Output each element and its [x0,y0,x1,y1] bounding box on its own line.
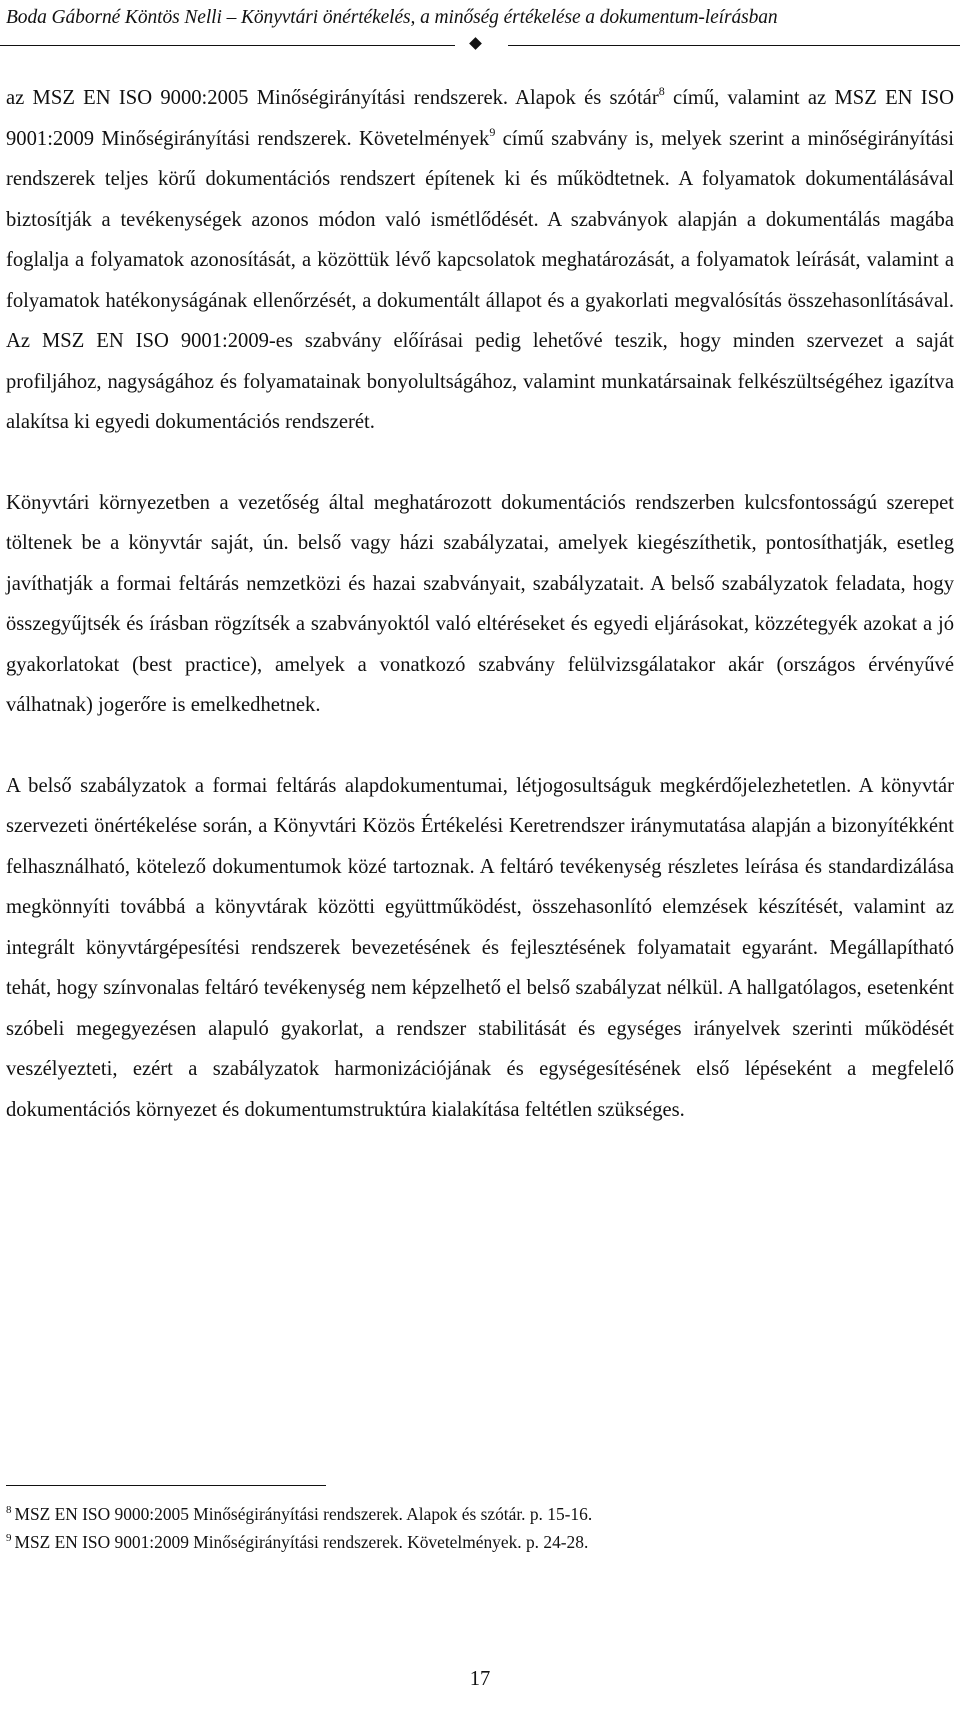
footnote-text: MSZ EN ISO 9000:2005 Minőségirányítási rendszerek. Alapok és szótár. p. 15-16. [14,1504,593,1524]
footnote-8 [6,1500,954,1528]
footnotes [6,1500,954,1556]
diamond-icon [470,38,482,50]
paragraph-3: A belső szabályzatok a formai feltárás alapdokumentumai, létjogosultságuk megkérdőjelezhetetlen. A könyvtár szervezeti önértékelése során, a Könyvtári Közös Értékelési Keretrendszer iránymutatása alapján a bizonyítékként felhasználható, kötelező dokumentumok közé tartoznak. A feltáró tevékenység részletes leírása és standardizálása megkönnyíti továbbá a könyvtárak közötti együttműködést, összehasonlító elemzések készítését, valamint az integrált könyvtárgépesítési rendszerek bevezetésének és fejlesztésének folyamatait egyaránt. Megállapítható tehát, hogy színvonalas feltáró tevékenység nem képzelhető el belső szabályzat nélkül. A hallgatólagos, esetenként szóbeli megegyezésen alapuló gyakorlat, a rendszer stabilitását és egységes irányelvek szerinti működését veszélyezteti, ezért a szabályzatok harmonizációjának és egységesítésének első lépéseként a megfelelő dokumentációs környezet és dokumentumstruktúra kialakítása feltétlen szükséges. [6,774,954,1121]
footnote-mark: 9 [6,1532,12,1544]
paragraph-1-part-2: című, valamint az MSZ EN ISO 9001:2009 Minőségirányítási rendszerek. Követelmények [6,87,954,150]
paragraph-1-part-3: című szabvány is, melyek szerint a minőségirányítási rendszerek teljes körű dokumentációs rendszert építenek ki és működtetnek. A folyamatok dokumentálásával biztosítják a tevékenységek azonos módon való ismétlődését. A szabványok alapján a dokumentálás magába foglalja a folyamatok azonosítását, a közöttük lévő kapcsolatok meghatározását, a folyamatok leírását, valamint a folyamatok hatékonyságának ellenőrzését, a dokumentált állapot és a gyakorlati megvalósítás összehasonlításával. Az MSZ EN ISO 9001:2009-es szabvány előírásai pedig lehetővé teszik, hogy minden szervezet a saját profiljához, nagyságához és folyamatainak bonyolultságához, valamint munkatársainak felkészültségéhez igazítva alakítsa ki egyedi dokumentációs rendszerét. [6,127,954,433]
paragraph-1 [6,78,954,443]
header-rule-left [0,45,455,46]
footnote-ref-8[interactable]: 8 [658,84,665,98]
paragraph-1-part-1: az MSZ EN ISO 9000:2005 Minőségirányítási rendszerek. Alapok és szótár [6,87,659,109]
running-header: Boda Gáborné Köntös Nelli – Könyvtári önértékelés, a minőség értékelése a dokumentum-leírásban [6,7,778,28]
footnote-9 [6,1528,954,1556]
footnote-mark: 8 [6,1504,12,1516]
page-number: 17 [469,1668,491,1690]
footnote-text: MSZ EN ISO 9001:2009 Minőségirányítási rendszerek. Követelmények. p. 24-28. [14,1532,589,1552]
body-text [6,78,954,1130]
header-rule-right [508,45,960,46]
footnote-separator [6,1485,326,1486]
paragraph-2: Könyvtári környezetben a vezetőség által meghatározott dokumentációs rendszerben kulcsfontosságú szerepet töltenek be a könyvtár saját, ún. belső vagy házi szabályzatai, amelyek kiegészíthetik, pontosíthatják, esetleg javíthatják a formai feltárás nemzetközi és hazai szabványait, szabályzatait. A belső szabályzatok feladata, hogy összegyűjtsék és írásban rögzítsék a szabványoktól való eltéréseket és egyedi eljárásokat, közzétegyék azokat a jó gyakorlatokat (best practice), amelyek a vonatkozó szabvány felülvizsgálatakor akár (országos érvényűvé válhatnak) jogerőre is emelkedhetnek. [6,491,954,716]
footnote-ref-9[interactable]: 9 [489,124,496,139]
